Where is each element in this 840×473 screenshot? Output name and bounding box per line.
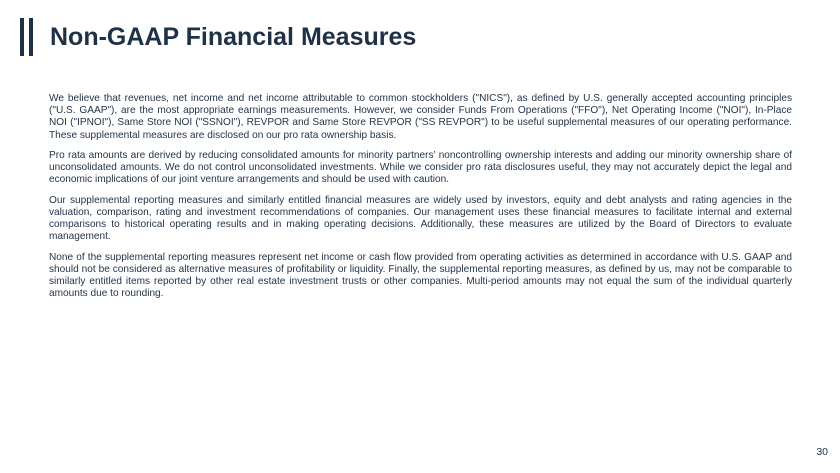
accent-bar-right xyxy=(29,18,33,56)
page-number: 30 xyxy=(816,446,828,458)
paragraph-supplemental-usage: Our supplemental reporting measures and similarly entitled financial measures are widely used by investors, equity and debt analysts and rating agencies in the valuation, comparison, rating and investment recommendations of companies. Our management uses these financial measures to facilitate internal and external comparisons to historical operating results and in making operating decisions. Additionally, these measures are utilized by the Board of Directors to evaluate management. xyxy=(49,194,792,243)
paragraph-measures-overview: We believe that revenues, net income and net income attributable to common stockholders ("NICS"), as defined by U.S. generally accepted accounting principles ("U.S. GAAP"), are the most appropriate earnings measurements. However, we consider Funds From Operations ("FFO"), Net Operating Income ("NOI"), In-Place NOI ("IPNOI"), Same Store NOI ("SSNOI"), REVPOR and Same Store REVPOR ("SS REVPOR") to be useful supplemental measures of our operating performance. These supplemental measures are disclosed on our pro rata ownership basis. xyxy=(49,93,792,141)
accent-bar-left xyxy=(20,18,24,56)
page-title: Non-GAAP Financial Measures xyxy=(50,23,417,51)
body-text xyxy=(49,93,792,309)
paragraph-pro-rata: Pro rata amounts are derived by reducing consolidated amounts for minority partners’ noncontrolling ownership interests and adding our minority ownership share of unconsolidated amounts. We do not control unconsolidated investments. While we consider pro rata disclosures useful, they may not accurately depict the legal and economic implications of our joint venture arrangements and should be used with caution. xyxy=(49,150,792,186)
paragraph-disclaimer: None of the supplemental reporting measures represent net income or cash flow provided from operating activities as determined in accordance with U.S. GAAP and should not be considered as alternative measures of profitability or liquidity. Finally, the supplemental reporting measures, as defined by us, may not be comparable to similarly entitled items reported by other real estate investment trusts or other companies. Multi-period amounts may not equal the sum of the individual quarterly amounts due to rounding. xyxy=(49,251,792,300)
title-accent-bars xyxy=(20,18,36,56)
